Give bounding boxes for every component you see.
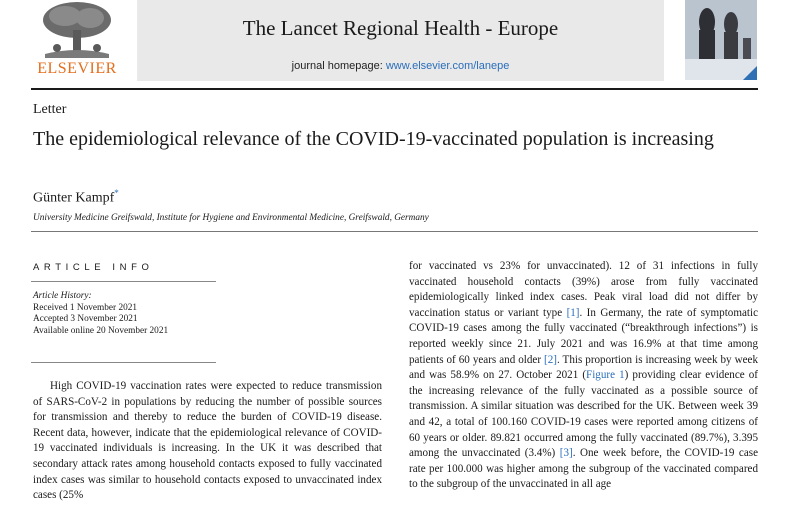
text-segment: . This proportion is increasing week by week and was 58.9% on 27. October 2021 (	[409, 353, 758, 382]
author-name: Günter Kampf	[33, 190, 115, 206]
elsevier-tree-icon	[35, 0, 119, 60]
text-segment: ) providing clear evidence of the increasing relevance of the fully vaccinated as a possible source of transmission. A similar situation was described for the UK. Between week 39 and 42, a total of 100.160 COVID-19 cases were reported among citizens of 60 years or older. 89.821 occurred among the fully vaccinated (89.7%), 3.395 among the unvaccinated (3.4%)	[409, 369, 758, 460]
figure-link[interactable]: Figure 1	[586, 369, 625, 382]
affiliation: University Medicine Greifswald, Institute for Hygiene and Environmental Medicine, Greifswald, Germany	[33, 213, 429, 223]
article-type: Letter	[33, 102, 67, 117]
publisher-name: ELSEVIER	[37, 60, 117, 77]
article-info-rule-bottom	[31, 362, 216, 363]
cover-image	[685, 0, 757, 59]
article-title: The epidemiological relevance of the COVID-19-vaccinated population is increasing	[33, 128, 714, 150]
accepted-date: Accepted 3 November 2021	[33, 314, 138, 325]
journal-cover-thumbnail	[685, 0, 757, 80]
history-label: Article History:	[33, 291, 92, 301]
header-rule	[31, 88, 758, 90]
text-segment: . In Germany, the rate of symptomatic COVID-19 cases among the fully vaccinated (“breakthrough infections”) is reported weekly since 21. July 2021 and was 16.9% at that time among patients of 60 years and older	[409, 306, 758, 366]
cover-corner	[743, 66, 757, 80]
paragraph-continued	[409, 259, 758, 493]
paragraph-intro: High COVID-19 vaccination rates were expected to reduce transmission of SARS-CoV-2 in populations by reducing the number of possible sources for transmission and thereby to reduce the burden of COVID-19 disease. Recent data, however, indicate that the epidemiological relevance of COVID-19 vaccinated individuals is increasing. In the UK it was described that secondary attack rates among household contacts exposed to fully vaccinated index cases was similar to household contacts exposed to unvaccinated index cases (25%	[33, 380, 382, 502]
author	[33, 188, 119, 207]
body-column-left	[33, 379, 382, 504]
text-segment: for vaccinated vs 23% for unvaccinated). 12 of 31 infections in fully vaccinated household contacts (39%) arose from fully vaccinated epidemiologically linked index cases. Peak viral load did not differ by vaccination status or variant type	[409, 260, 758, 319]
received-date: Received 1 November 2021	[33, 302, 138, 313]
homepage-label: journal homepage:	[291, 60, 383, 72]
reference-link-1[interactable]: [1]	[566, 306, 580, 319]
text-segment: . One week before, the COVID-19 case rate per 100.000 was higher among the subgroup of the vaccinated compared to the subgroup of the unvaccinated in all age	[409, 447, 758, 491]
journal-banner	[137, 0, 664, 81]
homepage-link[interactable]: www.elsevier.com/lanepe	[385, 60, 510, 72]
section-rule	[31, 231, 758, 232]
article-info-rule-top	[31, 281, 216, 282]
reference-link-3[interactable]: [3]	[559, 447, 573, 460]
elsevier-logo	[31, 0, 123, 80]
journal-homepage	[137, 60, 664, 72]
reference-link-2[interactable]: [2]	[544, 353, 557, 366]
article-history	[33, 291, 168, 338]
journal-title: The Lancet Regional Health - Europe	[242, 16, 559, 40]
author-footnote-link[interactable]: *	[114, 188, 119, 198]
body-column-right	[409, 259, 758, 493]
article-info-heading: ARTICLE INFO	[33, 262, 154, 273]
online-date: Available online 20 November 2021	[33, 326, 169, 337]
